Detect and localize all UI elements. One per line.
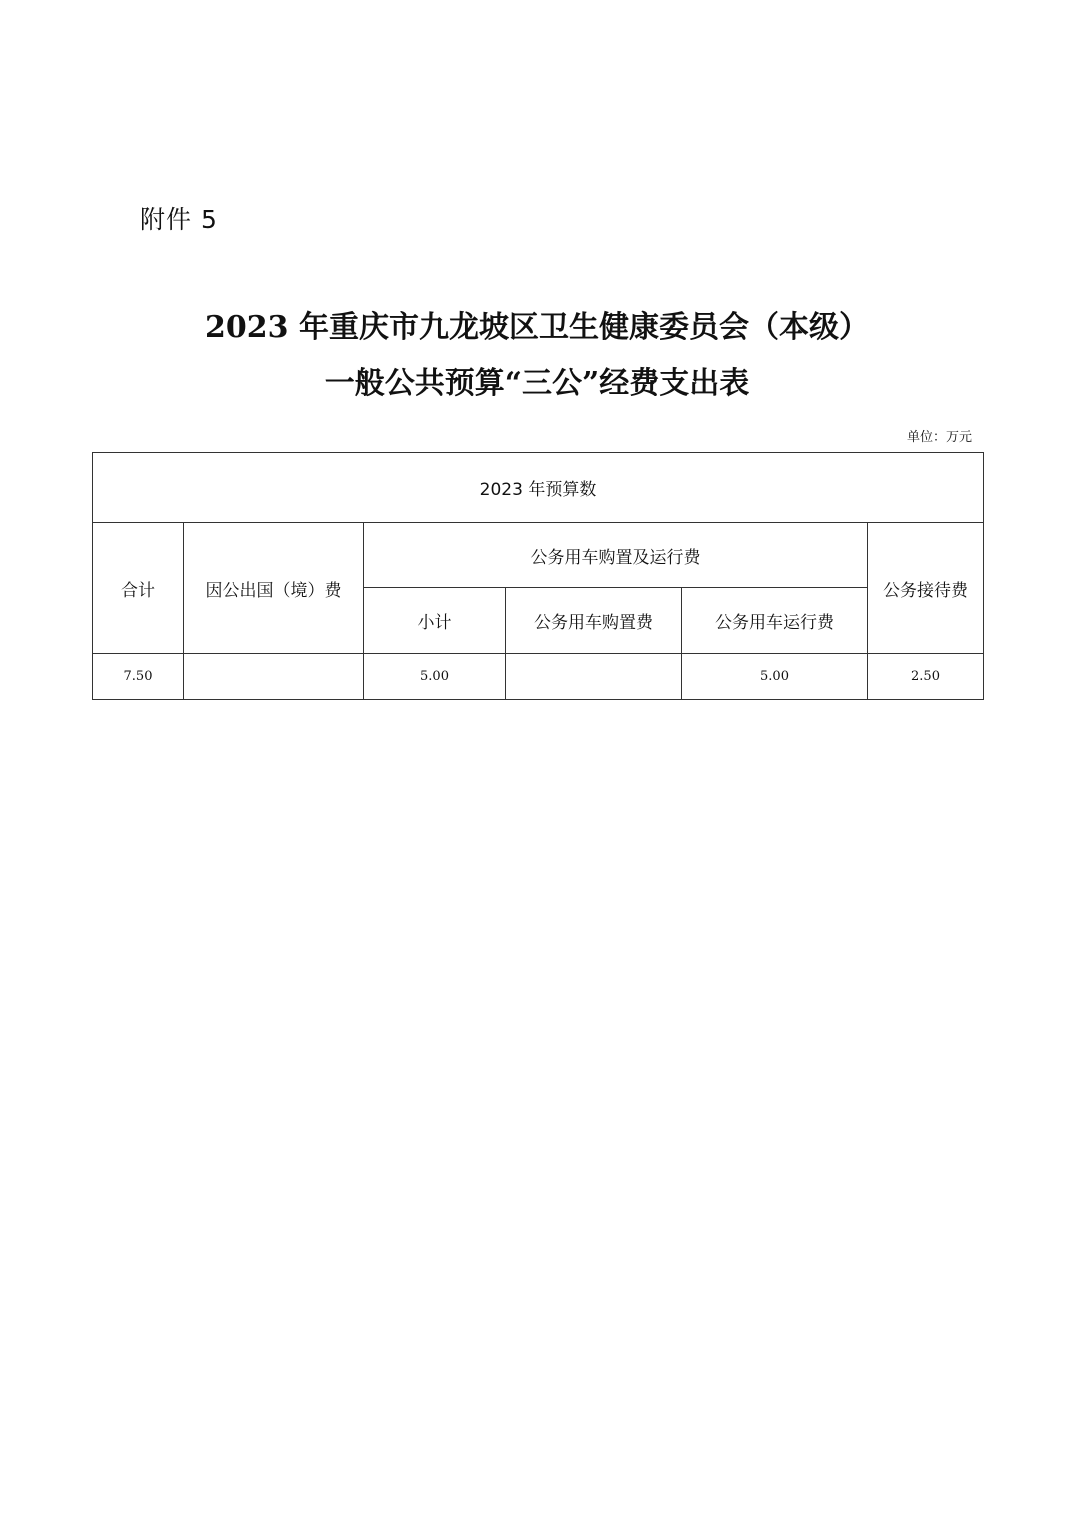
header-budget-year: 2023 年预算数	[93, 453, 984, 523]
header-vehicle-group: 公务用车购置及运行费	[364, 523, 868, 588]
header-reception: 公务接待费	[868, 523, 984, 654]
cell-vehicle-operation: 5.00	[682, 654, 868, 700]
budget-table	[92, 452, 984, 700]
attachment-label: 附件 5	[140, 205, 218, 234]
cell-vehicle-subtotal: 5.00	[364, 654, 506, 700]
cell-abroad	[184, 654, 364, 700]
table-row	[93, 654, 984, 700]
header-abroad: 因公出国（境）费	[184, 523, 364, 654]
unit-label: 单位：万元	[906, 430, 972, 445]
document-title-line1: 2023 年重庆市九龙坡区卫生健康委员会（本级）	[205, 310, 869, 345]
header-vehicle-subtotal: 小计	[364, 588, 506, 654]
document-title-line2: 一般公共预算“三公”经费支出表	[324, 366, 750, 401]
cell-vehicle-purchase	[506, 654, 682, 700]
table-header-row	[93, 523, 984, 588]
cell-total: 7.50	[93, 654, 184, 700]
table-header-row	[93, 453, 984, 523]
header-total: 合计	[93, 523, 184, 654]
cell-reception: 2.50	[868, 654, 984, 700]
header-vehicle-operation: 公务用车运行费	[682, 588, 868, 654]
header-vehicle-purchase: 公务用车购置费	[506, 588, 682, 654]
